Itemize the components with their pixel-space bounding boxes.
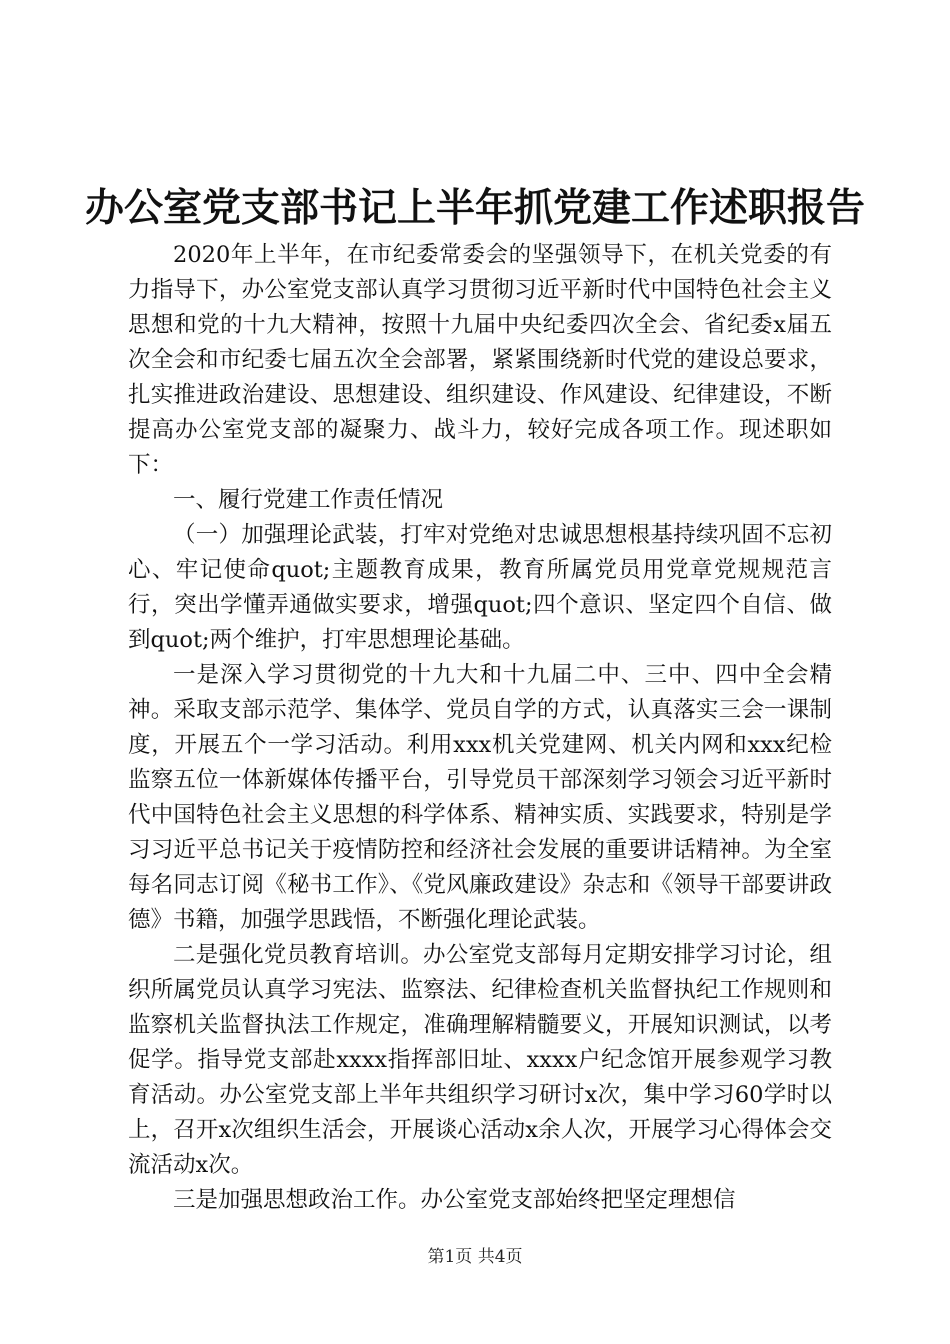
paragraph-intro: 2020年上半年，在市纪委常委会的坚强领导下，在机关党委的有力指导下，办公室党支部认真学习贯彻习近平新时代中国特色社会主义思想和党的十九大精神，按照十九届中央纪委四次全会、省纪委x届五次全会和市纪委七届五次全会部署，紧紧围绕新时代党的建设总要求，扎实推进政治建设、思想建设、组织建设、作风建设、纪律建设，不断提高办公室党支部的凝聚力、战斗力，较好完成各项工作。现述职如下： [128, 242, 832, 478]
paragraph-point-2: 二是强化党员教育培训。办公室党支部每月定期安排学习讨论，组织所属党员认真学习宪法、监察法、纪律检查机关监督执纪工作规则和监察机关监督执法工作规定，准确理解精髓要义，开展知识测试，以考促学。指导党支部赴xxxx指挥部旧址、xxxx户纪念馆开展参观学习教育活动。办公室党支部上半年共组织学习研讨x次，集中学习60学时以上，召开x次组织生活会，开展谈心活动x余人次，开展学习心得体会交流活动x次。 [128, 942, 832, 1178]
paragraph-point-1: 一是深入学习贯彻党的十九大和十九届二中、三中、四中全会精神。采取支部示范学、集体学、党员自学的方式，认真落实三会一课制度，开展五个一学习活动。利用xxx机关党建网、机关内网和xxx纪检监察五位一体新媒体传播平台，引导党员干部深刻学习领会习近平新时代中国特色社会主义思想的科学体系、精神实质、实践要求，特别是学习习近平总书记关于疫情防控和经济社会发展的重要讲话精神。为全室每名同志订阅《秘书工作》、《党风廉政建设》杂志和《领导干部要讲政德》书籍，加强学思践悟，不断强化理论武装。 [128, 662, 832, 933]
subsection-heading-1: （一）加强理论武装，打牢对党绝对忠诚思想根基持续巩固不忘初心、牢记使命quot;主题教育成果，教育所属党员用党章党规规范言行，突出学懂弄通做实要求，增强quot;四个意识、坚定四个自信、做到quot;两个维护，打牢思想理论基础。 [128, 522, 832, 653]
document-title: 办公室党支部书记上半年抓党建工作述职报告 [84, 185, 865, 231]
section-heading-1: 一、履行党建工作责任情况 [173, 487, 444, 513]
paragraph-point-3: 三是加强思想政治工作。办公室党支部始终把坚定理想信 [173, 1187, 736, 1213]
page-number-footer: 第1页 共4页 [427, 1247, 523, 1267]
document-body [128, 238, 832, 1218]
